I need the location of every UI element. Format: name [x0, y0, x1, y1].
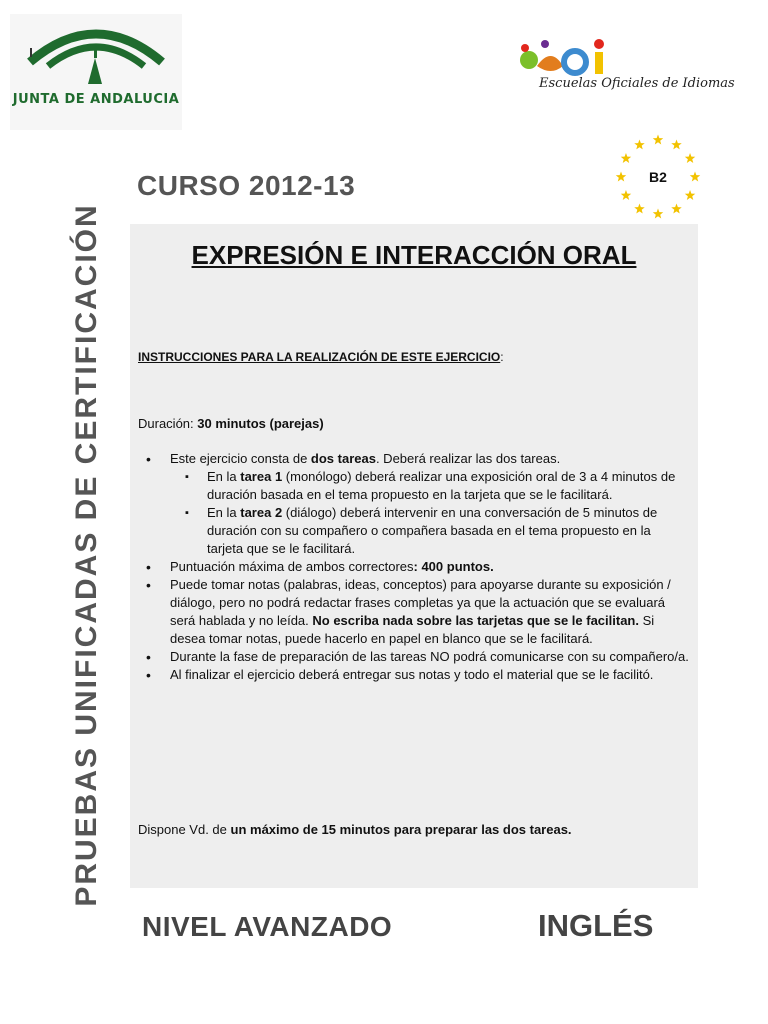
star-icon: [621, 190, 631, 200]
star-icon: [685, 153, 695, 163]
preparation-time-line: Dispone Vd. de un máximo de 15 minutos para preparar las dos tareas.: [138, 822, 572, 837]
eoi-subtitle: Escuelas Oficiales de Idiomas: [539, 76, 735, 91]
list-item: • Al finalizar el ejercicio deberá entregar sus notas y todo el material que se le facilitó.: [138, 666, 690, 684]
list-item: • Puntuación máxima de ambos correctores: 400 puntos.: [138, 558, 690, 576]
eoi-figures-icon: [515, 36, 615, 80]
star-icon: [634, 139, 644, 149]
level-label: B2: [649, 169, 667, 185]
junta-de-andalucia-logo: [10, 14, 182, 130]
duration-line: Duración: 30 minutos (parejas): [138, 416, 324, 431]
list-item: • Puede tomar notas (palabras, ideas, conceptos) para apoyarse durante su exposición / diálogo, pero no podrá redactar frases completas ya que la actuación que se evaluará será hablada y no leída. No escriba nada sobre las tarjetas que se le facilitan. Si desea tomar notas, puede hacerlo en papel en blanco que se le facilitará.: [138, 576, 690, 648]
language-name: INGLÉS: [538, 908, 654, 943]
star-icon: [653, 135, 663, 145]
junta-logo-text: JUNTA DE ANDALUCIA: [12, 92, 180, 107]
star-icon: [621, 153, 631, 163]
sub-list: [170, 468, 690, 558]
star-icon: [671, 204, 681, 214]
instruction-list: [138, 450, 690, 684]
star-icon: [685, 190, 695, 200]
sub-list-item: ▪ En la tarea 2 (diálogo) deberá intervenir en una conversación de 5 minutos de duración con su compañero o compañera basada en el tema propuesto en la tarjeta que se le facilitará.: [170, 504, 690, 558]
instructions-panel: [130, 224, 698, 888]
side-label: PRUEBAS UNIFICADAS DE CERTIFICACIÓN: [70, 203, 103, 907]
sub-list-item: ▪ En la tarea 1 (monólogo) deberá realizar una exposición oral de 3 a 4 minutos de duración basada en el tema propuesto en la tarjeta que se le facilitará.: [170, 468, 690, 504]
star-icon: [634, 204, 644, 214]
b2-level-badge: [612, 134, 704, 220]
course-year: CURSO 2012-13: [137, 170, 356, 201]
level-name: NIVEL AVANZADO: [142, 911, 393, 942]
eoi-logo: [515, 36, 750, 96]
junta-arch-icon: [10, 14, 182, 130]
star-icon: [671, 139, 681, 149]
list-item: • Durante la fase de preparación de las tareas NO podrá comunicarse con su compañero/a.: [138, 648, 690, 666]
star-icon: [653, 209, 663, 219]
list-item: • Este ejercicio consta de dos tareas. Deberá realizar las dos tareas. ▪ En la tarea 1 (monólogo) deberá realizar una exposición oral de 3 a 4 minutos de duración basada en el tema propuesto en la tarjeta que se le facilitará. ▪ En la tarea 2 (diálogo) deberá intervenir en una conversación de 5 minutos de duración con su compañero o compañera basada en el tema propuesto en la tarjeta que se le facilitará.: [138, 450, 690, 558]
instructions-heading: INSTRUCCIONES PARA LA REALIZACIÓN DE ESTE EJERCICIO:: [138, 350, 504, 364]
exercise-title: EXPRESIÓN E INTERACCIÓN ORAL: [191, 240, 637, 270]
